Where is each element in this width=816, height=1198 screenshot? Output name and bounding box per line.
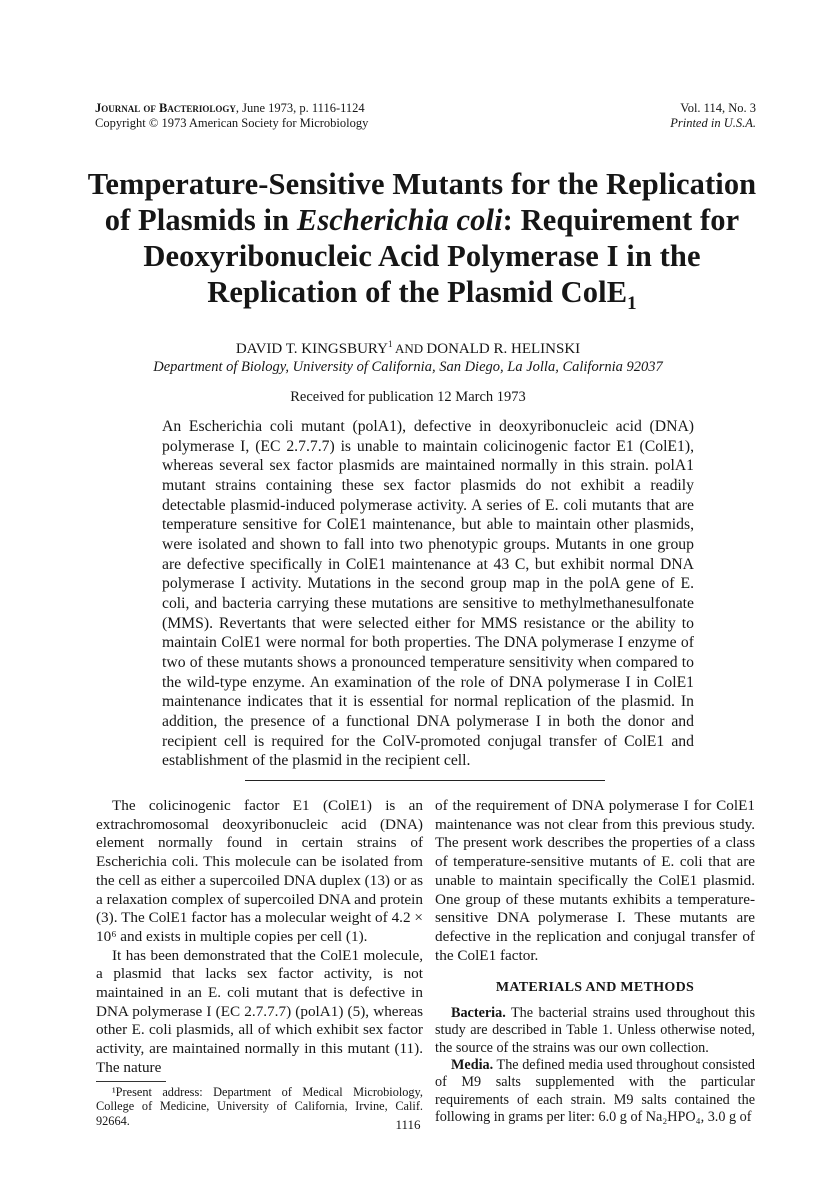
right-column: [435, 797, 755, 1126]
received-date: Received for publication 12 March 1973: [290, 389, 526, 405]
journal-citation: , June 1973, p. 1116-1124: [235, 101, 365, 115]
author-line: [0, 335, 816, 358]
footnote: ¹Present address: Department of Medical Microbiology, College of Medicine, University of California, Irvine, Calif. 92664.: [96, 1084, 423, 1128]
body-paragraph-3: of the requirement of DNA polymerase I for ColE1 maintenance was not clear from this previous study. The present work describes the properties of a class of temperature-sensitive mutants of E. coli that are unable to maintain specifically the ColE1 plasmid. One group of these mutants exhibits a temperature-sensitive DNA polymerase I. These mutants are defective in the replication and conjugal transfer of the ColE1 factor.: [435, 797, 755, 964]
bacteria-heading: Bacteria.: [451, 1005, 506, 1022]
copyright-line: Copyright © 1973 American Society for Microbiology: [95, 116, 369, 130]
title-organism: Escherichia coli: [296, 203, 503, 237]
bacteria-paragraph: [435, 1005, 755, 1057]
affiliation: Department of Biology, University of California, San Diego, La Jolla, California 92037: [153, 359, 663, 375]
title-text-1: Temperature-Sensitive Mutants for the Replication of Plasmids in: [87, 167, 757, 237]
author-2: DONALD R. HELINSKI: [426, 341, 581, 357]
running-header-right: [670, 101, 756, 131]
page-number: 1116: [395, 1117, 421, 1132]
body-paragraph-1: The colicinogenic factor E1 (ColE1) is an extrachromosomal deoxyribonucleic acid (DNA) element normally found in certain strains of Escherichia coli. This molecule can be isolated from the cell as either a supercoiled DNA duplex (13) or as a relaxation complex of supercoiled DNA and protein (3). The ColE1 factor has a molecular weight of 4.2 × 10⁶ and exists in multiple copies per cell (1).: [96, 797, 423, 945]
author-conjunction: AND: [392, 341, 427, 356]
title-text-2: : Requirement for Deoxyribonucleic Acid Polymerase I in the Replication of the Plasmid ColE: [143, 203, 740, 309]
printed-line: Printed in U.S.A.: [670, 116, 756, 130]
running-header-left: [95, 101, 368, 131]
media-text: The defined media used throughout consisted of M9 salts supplemented with the particular requirements of each strain. M9 salts contained the following in grams per liter: 6.0 g of Na₂HPO₄, 3.0 g of: [435, 1056, 755, 1125]
media-heading: Media.: [451, 1056, 494, 1073]
abstract-divider: [245, 780, 605, 781]
volume-line: Vol. 114, No. 3: [680, 101, 756, 115]
left-column: [96, 797, 423, 1128]
body-paragraph-2: It has been demonstrated that the ColE1 molecule, a plasmid that lacks sex factor activity, is not maintained in an E. coli mutant that is defective in DNA polymerase I (EC 2.7.7.7) (polA1) (5), whereas other E. coli plasmids, all of which exhibit sex factor activity, are maintained normally in this mutant (11). The nature: [96, 946, 423, 1076]
article-title: [72, 166, 772, 322]
author-1: DAVID T. KINGSBURY: [235, 341, 388, 357]
author-1-footnote-mark: 1: [387, 339, 393, 349]
abstract: An Escherichia coli mutant (polA1), defective in deoxyribonucleic acid (DNA) polymerase I, (EC 2.7.7.7) is unable to maintain colicinogenic factor E1 (ColE1), whereas several sex factor plasmids are maintained normally in this strain. polA1 mutant strains containing these sex factor plasmids do not exhibit a readily detectable plasmid-induced polymerase activity. A series of E. coli mutants that are temperature sensitive for ColE1 maintenance, but able to maintain other plasmids, were isolated and shown to fall into two phenotypic groups. Mutants in one group are defective specifically in ColE1 maintenance at 43 C, but exhibit normal DNA polymerase I activity. Mutations in the second group map in the polA gene of E. coli, and bacteria carrying these mutations are sensitive to methylmethanesulfonate (MMS). Revertants that were selected either for MMS resistance or the ability to maintain ColE1 were normal for both properties. The DNA polymerase I enzyme of two of these mutants shows a pronounced temperature sensitivity when compared to the wild-type enzyme. An examination of the role of DNA polymerase I in ColE1 maintenance indicates that it is essential for normal replication of the plasmid. In addition, the presence of a functional DNA polymerase I in both the donor and recipient cell is required for the ColV-promoted conjugal transfer of ColE1 and establishment of the plasmid in the recipient cell.: [162, 418, 694, 770]
section-heading: MATERIALS AND METHODS: [495, 980, 695, 996]
media-paragraph: [435, 1057, 755, 1126]
journal-name: Journal of Bacteriology: [95, 101, 236, 115]
bacteria-text: The bacterial strains used throughout this study are described in Table 1. Unless otherwise noted, the source of the strains was our own collection.: [435, 1005, 755, 1056]
title-subscript: 1: [627, 293, 637, 315]
footnote-divider: [96, 1081, 166, 1082]
